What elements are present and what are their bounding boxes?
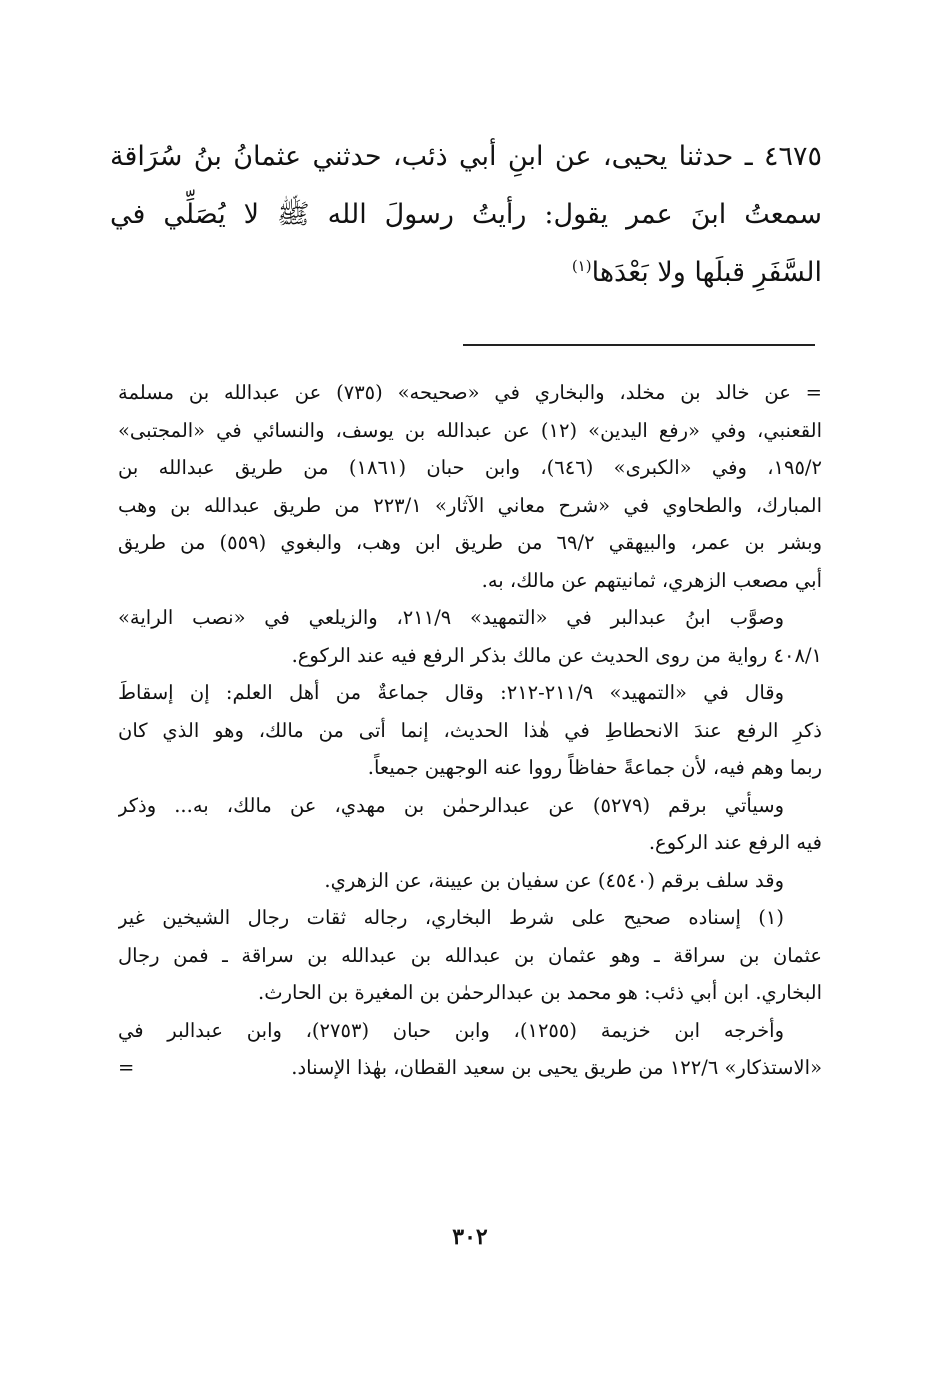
hadith-line <box>110 244 822 302</box>
hadith-text <box>110 128 822 302</box>
footnote-line: ربما وهم فيه، لأن جماعةً حفاظاً رووا عنه الوجهين جميعاً. <box>367 756 822 779</box>
continuation-mark: = <box>118 1056 135 1079</box>
footnote-line: البخاري. ابن أبي ذئب: هو محمد بن عبدالرحمٰن بن المغيرة بن الحارث. <box>258 981 822 1004</box>
hadith-line: ٤٦٧٥ ـ حدثنا يحيى، عن ابنِ أبي ذئب، حدثني عثمانُ بنُ سُرَاقة <box>110 141 822 172</box>
footnote-line: المبارك، والطحاوي في «شرح معاني الآثار» ٢٢٣/١ من طريق عبدالله بن وهب <box>118 493 822 517</box>
footnote-line: فيه الرفع عند الركوع. <box>648 831 822 854</box>
footnote-line: وسيأتي برقم (٥٢٧٩) عن عبدالرحمٰن بن مهدي، عن مالك، به... وذكر <box>118 793 784 817</box>
footnote-line-last <box>118 1049 822 1087</box>
hadith-line-text: السَّفَرِ قبلَها ولا بَعْدَها <box>591 257 822 288</box>
footnote-line: وقال في «التمهيد» ٢١١/٩-٢١٢: وقال جماعةٌ من أهل العلم: إن إسقاطَ <box>118 681 784 704</box>
footnote-line: (١) إسناده صحيح على شرط البخاري، رجاله ثقات رجال الشيخين غير <box>118 906 784 929</box>
footnote-separator <box>463 344 815 346</box>
footnote-line: ١٩٥/٢، وفي «الكبرى» (٦٤٦)، وابن حبان (١٨٦١) من طريق عبدالله بن <box>118 456 822 479</box>
footnote-line: وبشر بن عمر، والبيهقي ٦٩/٢ من طريق ابن وهب، والبغوي (٥٥٩) من طريق <box>118 531 822 554</box>
footnote-line: ذكرِ الرفع عندَ الانحطاطِ في هٰذا الحديث، إنما أتى من مالك، وهو الذي كان <box>118 718 822 742</box>
footnotes-section <box>118 374 822 1087</box>
footnote-line: = عن خالد بن مخلد، والبخاري في «صحيحه» (٧٣٥) عن عبدالله بن مسلمة <box>118 381 822 404</box>
hadith-line: سمعتُ ابنَ عمر يقول: رأيتُ رسولَ الله ﷺ لا يُصَلِّي في <box>110 199 822 230</box>
footnote-line: ٤٠٨/١ رواية من روى الحديث عن مالك بذكر الرفع فيه عند الركوع. <box>291 643 822 667</box>
footnote-line-text: «الاستذكار» ١٢٢/٦ من طريق يحيى بن سعيد القطان، بهٰذا الإسناد. <box>291 1056 822 1079</box>
footnote-line: عثمان بن سراقة ـ وهو عثمان بن عبدالله بن عبدالله بن سراقة ـ فمن رجال <box>118 943 822 967</box>
footnote-line: وقد سلف برقم (٤٥٤٠) عن سفيان بن عيينة، عن الزهري. <box>324 868 784 892</box>
footnote-line: وأخرجه ابن خزيمة (١٢٥٥)، وابن حبان (٢٧٥٣)، وابن عبدالبر في <box>118 1018 784 1042</box>
footnote-line: أبي مصعب الزهري، ثمانيتهم عن مالك، به. <box>481 568 822 592</box>
footnote-line: وصوَّب ابنُ عبدالبر في «التمهيد» ٢١١/٩، والزيلعي في «نصب الراية» <box>118 606 784 629</box>
page-number: ٣٠٢ <box>452 1224 488 1250</box>
footnote-line: القعنبي، وفي «رفع اليدين» (١٢) عن عبدالله بن يوسف، والنسائي في «المجتبى» <box>118 418 822 442</box>
footnote-marker: (١) <box>571 257 592 275</box>
